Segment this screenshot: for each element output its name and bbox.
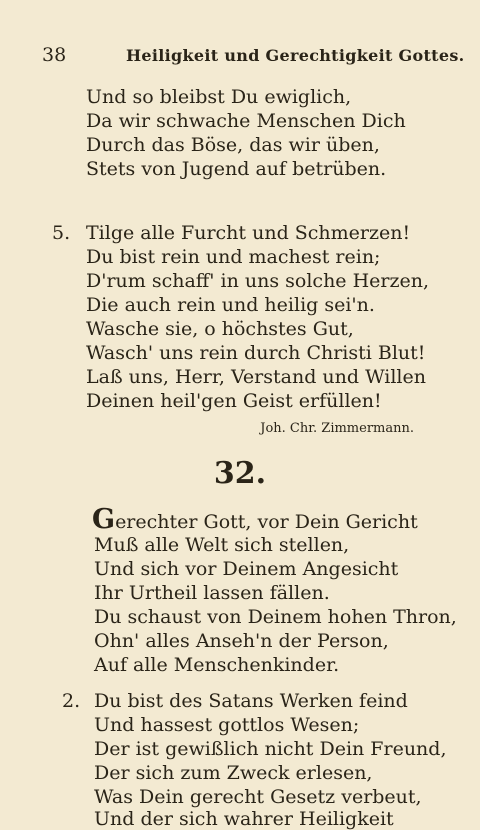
verse-line: Da wir schwache Menschen Dich: [86, 110, 406, 132]
initial-letter: G: [92, 504, 116, 535]
verse-line: Du bist des Satans Werken feind: [94, 690, 408, 712]
verse-line: Der ist gewißlich nicht Dein Freund,: [94, 738, 447, 760]
verse-line: Und so bleibst Du ewiglich,: [86, 86, 352, 108]
verse-line: Tilge alle Furcht und Schmerzen!: [86, 222, 411, 244]
hymn-number: 32.: [213, 456, 267, 491]
verse-line: Ohn' alles Anseh'n der Person,: [94, 630, 389, 652]
verse-line: Du schaust von Deinem hohen Thron,: [94, 606, 457, 628]
author-attribution: Joh. Chr. Zimmermann.: [260, 421, 414, 436]
verse-line: Und der sich wahrer Heiligkeit: [94, 808, 394, 830]
stanza-number: 5.: [52, 222, 71, 244]
verse-line: Was Dein gerecht Gesetz verbeut,: [94, 786, 422, 808]
verse-line: Wasche sie, o höchstes Gut,: [86, 318, 354, 340]
page-header: [42, 40, 465, 70]
verse-line: D'rum schaff' in uns solche Herzen,: [86, 270, 430, 292]
verse-line: Der sich zum Zweck erlesen,: [94, 762, 373, 784]
stanza-number: 2.: [62, 690, 81, 712]
verse-line: Laß uns, Herr, Verstand und Willen: [86, 366, 426, 388]
verse-line: Wasch' uns rein durch Christi Blut!: [86, 342, 426, 364]
verse-line: Auf alle Menschenkinder.: [94, 654, 340, 676]
verse-line: Muß alle Welt sich stellen,: [94, 534, 350, 556]
verse-line: Ihr Urtheil lassen fällen.: [94, 582, 330, 604]
verse-line: Deinen heil'gen Geist erfüllen!: [86, 390, 382, 412]
verse-line: Du bist rein und machest rein;: [86, 246, 381, 268]
verse-line: [92, 506, 418, 533]
verse-line: Die auch rein und heilig sei'n.: [86, 294, 375, 316]
verse-line: Und hassest gottlos Wesen;: [94, 714, 360, 736]
running-title: Heiligkeit und Gerechtigkeit Gottes.: [126, 46, 465, 65]
verse-line: Stets von Jugend auf betrüben.: [86, 158, 387, 180]
first-line-text: erechter Gott, vor Dein Gericht: [115, 511, 418, 533]
verse-line: Durch das Böse, das wir üben,: [86, 134, 380, 156]
verse-line: Und sich vor Deinem Angesicht: [94, 558, 399, 580]
page-number: 38: [42, 44, 67, 66]
